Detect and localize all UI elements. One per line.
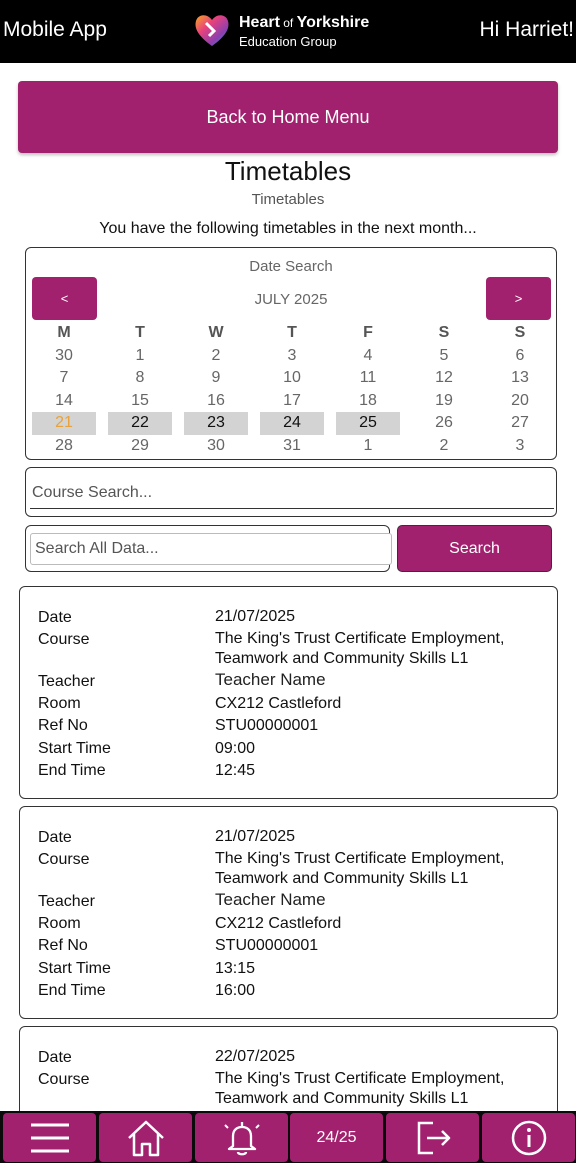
teacher-label: Teacher xyxy=(38,673,95,690)
calendar-day[interactable]: 3 xyxy=(515,436,525,454)
weekday-header: T xyxy=(135,324,145,341)
page-counter[interactable]: 24/25 xyxy=(290,1113,383,1162)
calendar-day[interactable]: 4 xyxy=(363,346,373,364)
brand-name: Heart of Yorkshire xyxy=(239,14,370,31)
ref-label: Ref No xyxy=(38,937,88,954)
logout-icon xyxy=(413,1119,453,1157)
course-value-line2: Teamwork and Community Skills L1 xyxy=(215,650,469,667)
info-button[interactable] xyxy=(482,1113,575,1162)
home-button[interactable] xyxy=(99,1113,192,1162)
calendar-week-row xyxy=(32,322,554,345)
calendar-heading: Date Search xyxy=(249,258,333,275)
calendar-week-row xyxy=(32,390,554,413)
timetable-card[interactable] xyxy=(19,586,558,799)
start-time-label: Start Time xyxy=(38,740,111,757)
home-icon xyxy=(126,1119,166,1157)
course-search-input[interactable] xyxy=(30,477,554,509)
user-greeting: Hi Harriet! xyxy=(479,18,574,41)
calendar-day[interactable]: 7 xyxy=(59,369,69,386)
intro-text: You have the following timetables in the next month... xyxy=(99,220,477,237)
weekday-header: T xyxy=(287,324,297,341)
page-subtitle: Timetables xyxy=(251,191,325,208)
start-time-label: Start Time xyxy=(38,960,111,977)
weekday-header: S xyxy=(514,324,526,341)
calendar-day[interactable]: 29 xyxy=(131,436,149,454)
calendar-day[interactable]: 31 xyxy=(283,436,301,454)
calendar-day[interactable]: 19 xyxy=(435,391,453,409)
menu-icon xyxy=(28,1121,72,1155)
data-search-box xyxy=(25,525,390,572)
app-name: Mobile App xyxy=(3,18,107,41)
course-label: Course xyxy=(38,631,90,648)
brand-logo xyxy=(192,10,392,54)
date-value: 22/07/2025 xyxy=(215,1048,296,1065)
page-title: Timetables xyxy=(224,156,352,186)
date-label: Date xyxy=(38,829,72,846)
calendar-week-row xyxy=(32,412,554,435)
course-value-line2: Teamwork and Community Skills L1 xyxy=(215,1090,469,1107)
end-time-label: End Time xyxy=(38,982,106,999)
course-value-line1: The King's Trust Certificate Employment, xyxy=(215,630,505,647)
course-value-line1: The King's Trust Certificate Employment, xyxy=(215,850,505,867)
room-value: CX212 Castleford xyxy=(215,695,342,712)
calendar-day[interactable]: 14 xyxy=(55,391,73,409)
room-value: CX212 Castleford xyxy=(215,915,342,932)
weekday-header: S xyxy=(438,324,450,341)
course-value-line2: Teamwork and Community Skills L1 xyxy=(215,870,469,887)
info-icon xyxy=(510,1119,548,1157)
weekday-header: M xyxy=(57,324,71,341)
date-label: Date xyxy=(38,1049,72,1066)
calendar-week-row xyxy=(32,345,554,368)
calendar-day[interactable]: 9 xyxy=(211,369,221,386)
calendar-week-row xyxy=(32,367,554,390)
course-label: Course xyxy=(38,851,90,868)
date-value: 21/07/2025 xyxy=(215,608,296,625)
calendar-day[interactable]: 1 xyxy=(135,346,145,364)
calendar-day[interactable]: 22 xyxy=(108,412,172,435)
calendar-day[interactable]: 12 xyxy=(435,369,453,386)
calendar-day[interactable]: 2 xyxy=(211,346,221,364)
course-label: Course xyxy=(38,1071,90,1088)
end-time-label: End Time xyxy=(38,762,106,779)
calendar-grid xyxy=(32,322,554,457)
bell-icon xyxy=(222,1118,262,1158)
calendar-day[interactable]: 18 xyxy=(359,391,377,409)
search-all-data-input[interactable] xyxy=(30,533,392,565)
calendar-day[interactable]: 2 xyxy=(439,436,449,454)
logout-button[interactable] xyxy=(386,1113,479,1162)
calendar-month: JULY 2025 xyxy=(254,291,328,308)
calendar-day[interactable]: 24 xyxy=(260,412,324,435)
teacher-label: Teacher xyxy=(38,893,95,910)
ref-value: STU00000001 xyxy=(215,937,319,954)
bottom-nav xyxy=(0,1111,576,1163)
ref-label: Ref No xyxy=(38,717,88,734)
calendar-day[interactable]: 27 xyxy=(511,414,529,431)
calendar-day[interactable]: 20 xyxy=(511,391,529,409)
search-button[interactable]: Search xyxy=(397,525,552,572)
calendar-day[interactable]: 17 xyxy=(283,391,301,409)
calendar-day[interactable]: 15 xyxy=(131,391,149,409)
calendar-day[interactable]: 10 xyxy=(283,369,301,386)
teacher-value: Teacher Name xyxy=(215,670,326,689)
notifications-button[interactable] xyxy=(195,1113,288,1162)
date-value: 21/07/2025 xyxy=(215,828,296,845)
start-time-value: 13:15 xyxy=(215,960,256,977)
end-time-value: 16:00 xyxy=(215,982,256,999)
date-label: Date xyxy=(38,609,72,626)
calendar-day[interactable]: 28 xyxy=(55,436,73,454)
prev-month-button[interactable]: < xyxy=(32,277,97,320)
next-month-button[interactable]: > xyxy=(486,277,551,320)
calendar-day[interactable]: 30 xyxy=(55,346,73,364)
timetable-card[interactable] xyxy=(19,806,558,1019)
calendar-day[interactable]: 25 xyxy=(336,412,400,435)
calendar-day[interactable]: 5 xyxy=(439,346,449,364)
teacher-value: Teacher Name xyxy=(215,890,326,909)
menu-button[interactable] xyxy=(3,1113,96,1162)
calendar-day[interactable]: 30 xyxy=(207,436,225,454)
course-value-line1: The King's Trust Certificate Employment, xyxy=(215,1070,505,1087)
course-search-box xyxy=(25,467,557,517)
calendar-day[interactable]: 21 xyxy=(32,412,96,435)
app-header xyxy=(0,0,576,63)
brand-tagline: Education Group xyxy=(239,34,337,49)
calendar-day[interactable]: 13 xyxy=(511,369,529,386)
weekday-header: F xyxy=(363,324,373,341)
weekday-header: W xyxy=(208,324,224,341)
calendar-day[interactable]: 11 xyxy=(359,369,377,386)
ref-value: STU00000001 xyxy=(215,717,319,734)
calendar-day[interactable]: 23 xyxy=(184,412,248,435)
calendar-week-row xyxy=(32,435,554,458)
calendar-day[interactable]: 1 xyxy=(363,436,373,454)
date-search-calendar xyxy=(25,247,557,460)
room-label: Room xyxy=(38,915,81,932)
calendar-day[interactable]: 16 xyxy=(207,391,225,409)
calendar-day[interactable]: 26 xyxy=(435,414,453,431)
calendar-day[interactable]: 6 xyxy=(515,346,525,364)
calendar-day[interactable]: 3 xyxy=(287,346,297,364)
back-to-home-button[interactable]: Back to Home Menu xyxy=(18,81,558,153)
calendar-day[interactable]: 8 xyxy=(135,369,145,386)
room-label: Room xyxy=(38,695,81,712)
end-time-value: 12:45 xyxy=(215,762,256,779)
heart-logo-icon xyxy=(192,10,232,50)
start-time-value: 09:00 xyxy=(215,740,256,757)
